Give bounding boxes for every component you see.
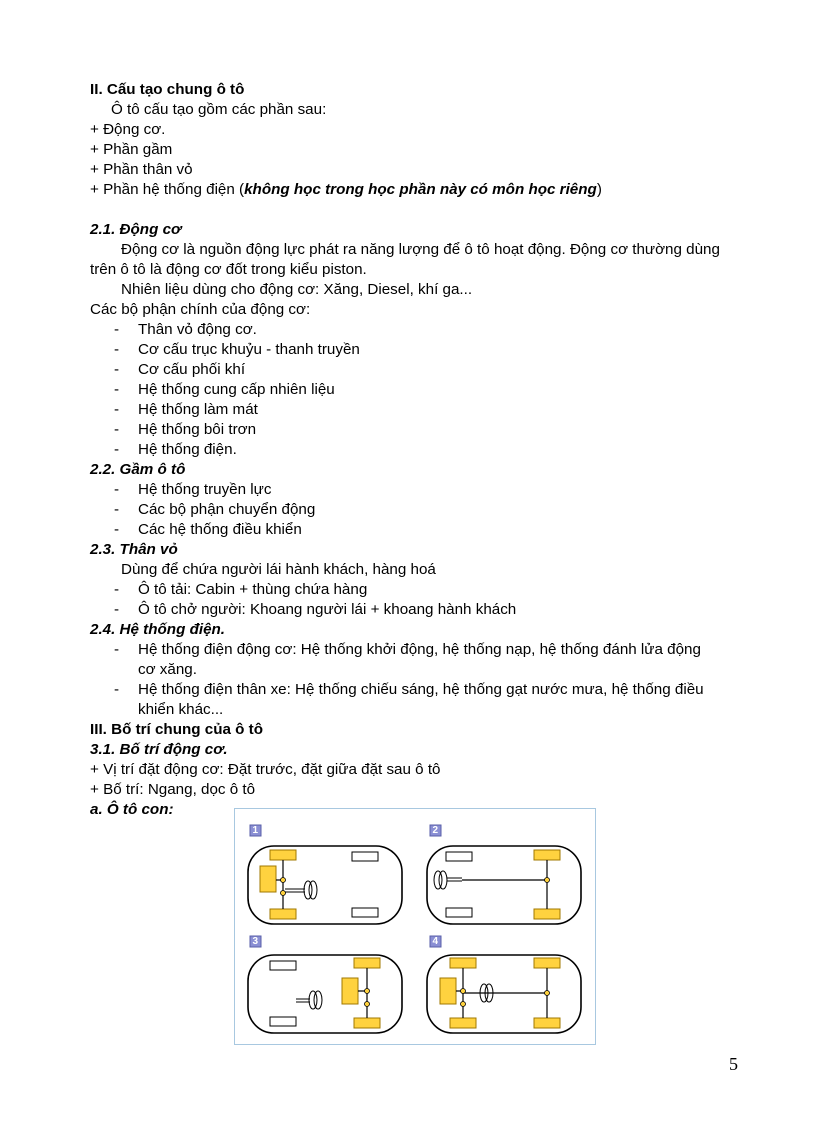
subsection-heading: 2.2. Gầm ô tô: [90, 461, 186, 478]
intro-text: Dùng để chứa người lái hành khách, hàng hoá: [121, 561, 436, 578]
list-item: Hệ thống điện động cơ: Hệ thống khởi động, hệ thống nạp, hệ thống đánh lửa động: [138, 641, 701, 658]
dash-bullet: -: [114, 521, 120, 538]
engine-layout-figure: [234, 808, 596, 1045]
list-item: Hệ thống cung cấp nhiên liệu: [138, 381, 335, 398]
list-item: Ô tô chở người: Khoang người lái + khoang hành khách: [138, 601, 517, 618]
dash-bullet: -: [114, 401, 120, 418]
panel-number: 4: [432, 936, 439, 947]
subsection-heading: 3.1. Bố trí động cơ.: [90, 741, 228, 758]
fuel-text: Nhiên liệu dùng cho động cơ: Xăng, Diesel, khí ga...: [121, 281, 473, 298]
list-item: Cơ cấu trục khuỷu - thanh truyền: [138, 341, 360, 358]
list-item: + Vị trí đặt động cơ: Đặt trước, đặt giữa đặt sau ô tô: [90, 761, 441, 778]
list-item: Hệ thống điện thân xe: Hệ thống chiếu sáng, hệ thống gạt nước mưa, hệ thống điều: [138, 681, 704, 698]
list-item: + Bố trí: Ngang, dọc ô tô: [90, 781, 256, 798]
list-item: Hệ thống làm mát: [138, 401, 258, 418]
list-item-continued: cơ xăng.: [138, 661, 197, 678]
panel-number: 2: [432, 825, 439, 836]
list-item: Hệ thống truyền lực: [138, 481, 272, 498]
caption-heading: a. Ô tô con:: [90, 801, 174, 818]
subsection-heading: 2.1. Động cơ: [90, 221, 182, 238]
dash-bullet: -: [114, 481, 120, 498]
engine-layout-diagram: [234, 808, 596, 1045]
panel-number: 1: [252, 825, 259, 836]
list-item: Các bộ phận chuyển động: [138, 501, 316, 518]
list-item: + Phần gầm: [90, 141, 173, 158]
dash-bullet: -: [114, 321, 120, 338]
list-item: + Động cơ.: [90, 121, 166, 138]
subsection-heading: 2.4. Hệ thống điện.: [90, 621, 226, 638]
list-item: Hệ thống điện.: [138, 441, 237, 458]
panel-number: 3: [252, 936, 259, 947]
list-item: + Phần thân vỏ: [90, 161, 193, 178]
dash-bullet: -: [114, 421, 120, 438]
list-item: [90, 180, 602, 200]
section-heading: II. Cấu tạo chung ô tô: [90, 81, 245, 98]
electric-suffix: ): [596, 181, 602, 198]
dash-bullet: -: [114, 601, 120, 618]
section-heading: III. Bố trí chung của ô tô: [90, 721, 263, 738]
electric-prefix: + Phần hệ thống điện (: [90, 181, 245, 198]
list-item: Hệ thống bôi trơn: [138, 421, 257, 438]
dash-bullet: -: [114, 681, 120, 698]
parts-intro: Các bộ phận chính của động cơ:: [90, 301, 311, 318]
dash-bullet: -: [114, 341, 120, 358]
list-item: Cơ cấu phối khí: [138, 361, 246, 378]
list-item: Thân vỏ động cơ.: [138, 321, 257, 338]
page-number: 5: [729, 1054, 738, 1074]
list-item-continued: khiển khác...: [138, 701, 224, 718]
intro-text: Ô tô cấu tạo gồm các phần sau:: [111, 101, 327, 118]
dash-bullet: -: [114, 581, 120, 598]
paragraph-line: Động cơ là nguồn động lực phát ra năng lượng để ô tô hoạt động. Động cơ thường dùng: [121, 241, 720, 258]
paragraph-line: trên ô tô là động cơ đốt trong kiểu piston.: [90, 261, 367, 278]
list-item: Ô tô tải: Cabin + thùng chứa hàng: [138, 581, 368, 598]
electric-note: không học trong học phần này có môn học riêng: [244, 181, 597, 198]
dash-bullet: -: [114, 641, 120, 658]
list-item: Các hệ thống điều khiển: [138, 521, 302, 538]
dash-bullet: -: [114, 381, 120, 398]
dash-bullet: -: [114, 501, 120, 518]
dash-bullet: -: [114, 361, 120, 378]
dash-bullet: -: [114, 441, 120, 458]
subsection-heading: 2.3. Thân vỏ: [90, 541, 178, 558]
